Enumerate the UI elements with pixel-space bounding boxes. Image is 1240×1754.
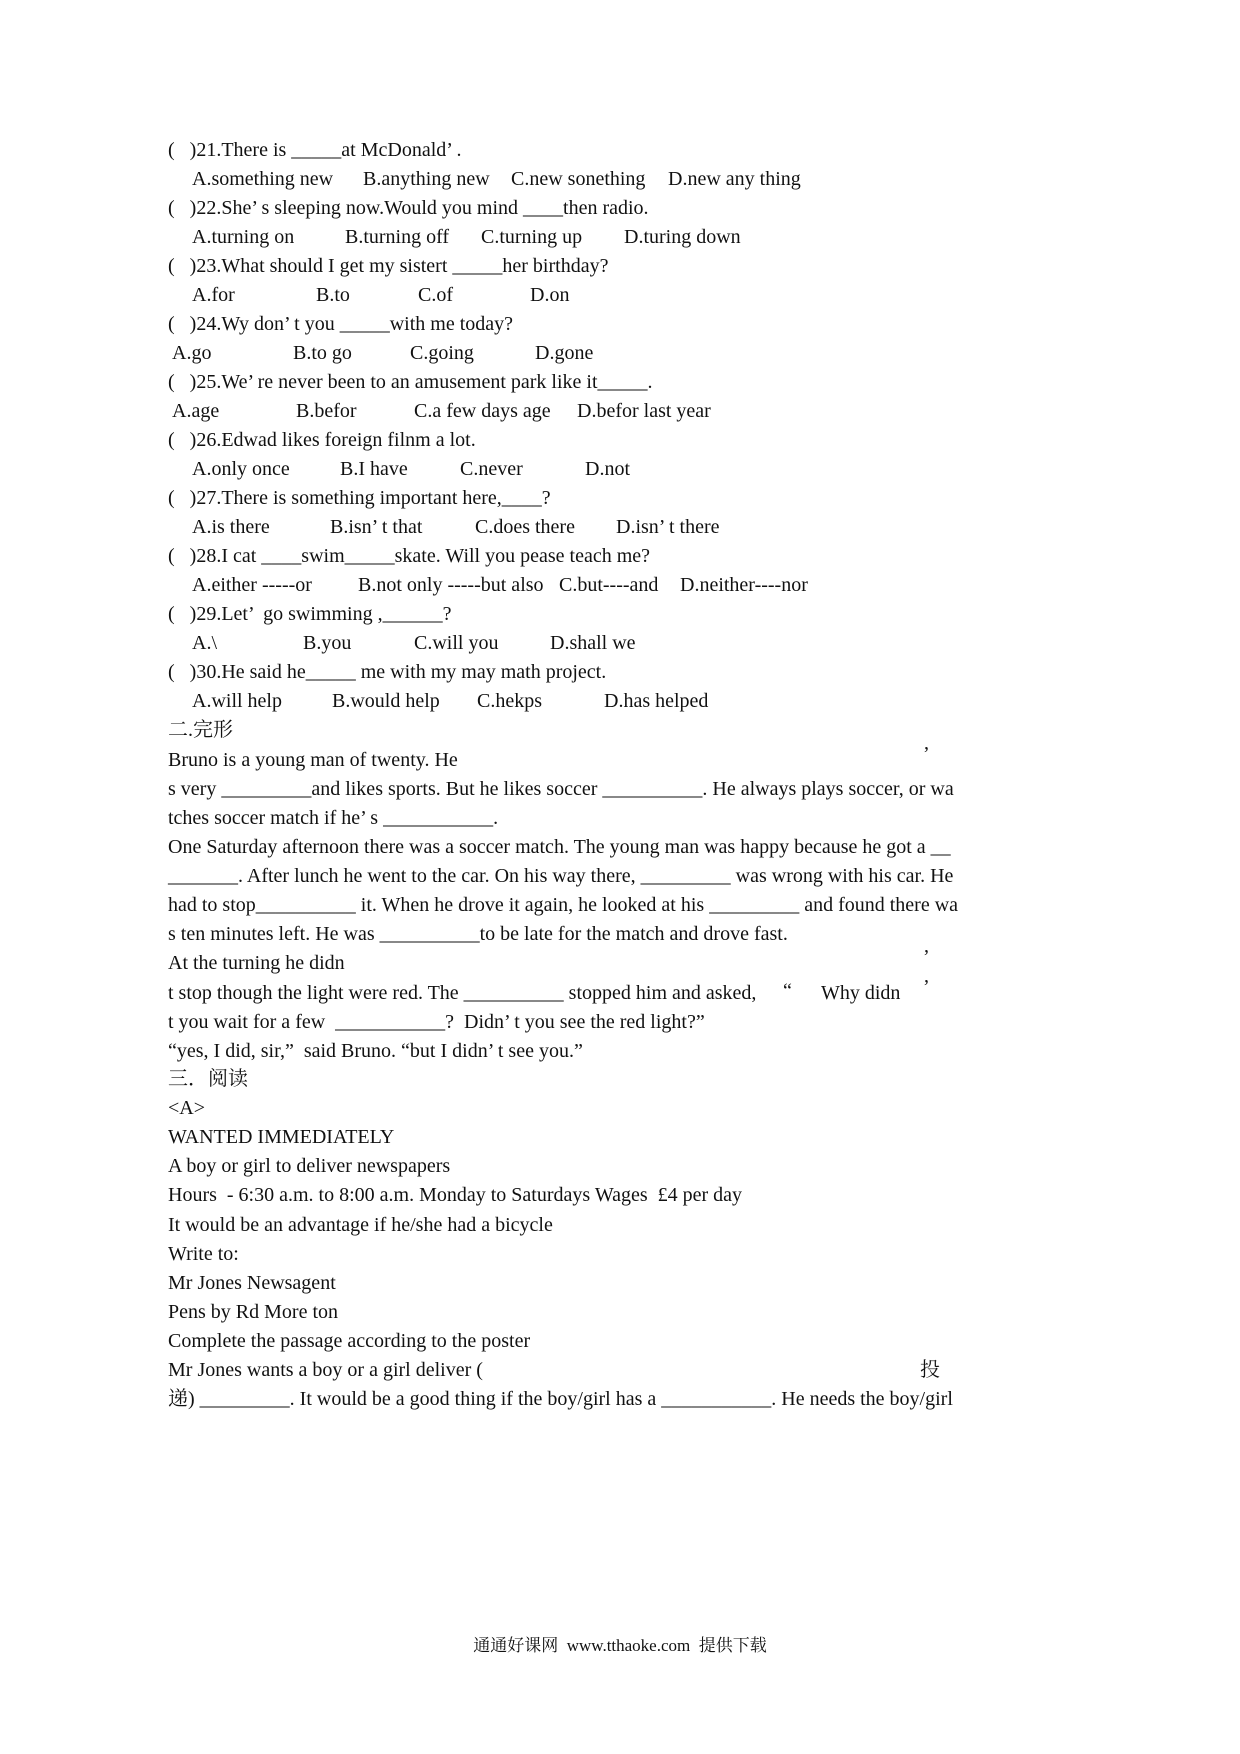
cloze-quote-open: “	[783, 980, 792, 1002]
option-c: C.does there	[475, 516, 575, 538]
reading-tou-char: 投	[920, 1359, 940, 1381]
cloze-apostrophe: ’	[923, 946, 930, 968]
reading-passage-line: 递) _________. It would be a good thing if the boy/girl has a ___________. He needs the boy/girl	[168, 1388, 953, 1410]
option-a: A.will help	[192, 690, 282, 712]
cloze-line: One Saturday afternoon there was a soccer match. The young man was happy because he got a __	[168, 836, 951, 858]
option-a: A.\	[192, 632, 217, 654]
question-22-stem: ( )22.She’ s sleeping now.Would you mind ____then radio.	[168, 197, 649, 219]
poster-line: Pens by Rd More ton	[168, 1301, 338, 1323]
reading-instruction: Complete the passage according to the poster	[168, 1330, 531, 1352]
cloze-line: t you wait for a few ___________? Didn’ t you see the red light?”	[168, 1011, 705, 1033]
poster-line: Mr Jones Newsagent	[168, 1272, 336, 1294]
cloze-line: s very _________and likes sports. But he likes soccer __________. He always plays soccer, or wa	[168, 778, 954, 800]
option-b: B.to	[316, 284, 350, 306]
reading-section-label: <A>	[168, 1097, 206, 1119]
question-24-stem: ( )24.Wy don’ t you _____with me today?	[168, 313, 514, 335]
option-b: B.you	[303, 632, 352, 654]
poster-line: Write to:	[168, 1243, 239, 1265]
option-a: A.go	[172, 342, 212, 364]
question-21-stem: ( )21.There is _____at McDonald’ .	[168, 139, 462, 161]
page-footer: 通通好课网 www.tthaoke.com 提供下载	[473, 1636, 767, 1655]
option-d: D.befor last year	[577, 400, 711, 422]
option-c: C.turning up	[481, 226, 583, 248]
question-27-stem: ( )27.There is something important here,____?	[168, 487, 551, 509]
question-26-stem: ( )26.Edwad likes foreign filnm a lot.	[168, 429, 476, 451]
cloze-line: _______. After lunch he went to the car. On his way there, _________ was wrong with his car. He	[168, 865, 954, 887]
cloze-heading: 二.完形	[168, 719, 233, 741]
cloze-why-didn: Why didn	[821, 982, 901, 1004]
option-b: B.befor	[296, 400, 357, 422]
option-a: A.for	[192, 284, 235, 306]
option-c: C.a few days age	[414, 400, 551, 422]
question-30-stem: ( )30.He said he_____ me with my may math project.	[168, 661, 607, 683]
option-a: A.something new	[192, 168, 334, 190]
option-c: C.but----and	[559, 574, 659, 596]
option-b: B.not only -----but also	[358, 574, 544, 596]
option-b: B.isn’ t that	[330, 516, 423, 538]
reading-passage-line: Mr Jones wants a boy or a girl deliver (	[168, 1359, 483, 1381]
poster-line: Hours - 6:30 a.m. to 8:00 a.m. Monday to Saturdays Wages £4 per day	[168, 1184, 743, 1206]
option-a: A.age	[172, 400, 220, 422]
option-a: A.turning on	[192, 226, 295, 248]
question-25-stem: ( )25.We’ re never been to an amusement park like it_____.	[168, 371, 653, 393]
option-b: B.would help	[332, 690, 440, 712]
option-c: C.going	[410, 342, 474, 364]
option-a: A.either -----or	[192, 574, 312, 596]
cloze-line: Bruno is a young man of twenty. He	[168, 749, 458, 771]
option-d: D.not	[585, 458, 630, 480]
cloze-apostrophe: ’	[923, 743, 930, 765]
option-d: D.isn’ t there	[616, 516, 720, 538]
option-a: A.is there	[192, 516, 270, 538]
cloze-line: “yes, I did, sir,” said Bruno. “but I didn’ t see you.”	[168, 1040, 583, 1062]
option-b: B.anything new	[363, 168, 490, 190]
option-d: D.has helped	[604, 690, 709, 712]
poster-title: WANTED IMMEDIATELY	[168, 1126, 395, 1148]
option-b: B.turning off	[345, 226, 450, 248]
poster-line: A boy or girl to deliver newspapers	[168, 1155, 451, 1177]
question-28-stem: ( )28.I cat ____swim_____skate. Will you pease teach me?	[168, 545, 651, 567]
cloze-line: s ten minutes left. He was __________to be late for the match and drove fast.	[168, 923, 788, 945]
option-c: C.hekps	[477, 690, 542, 712]
option-a: A.only once	[192, 458, 290, 480]
option-c: C.new sonething	[511, 168, 646, 190]
question-23-stem: ( )23.What should I get my sistert _____her birthday?	[168, 255, 609, 277]
question-29-stem: ( )29.Let’ go swimming ,______?	[168, 603, 452, 625]
option-d: D.on	[530, 284, 570, 306]
option-d: D.turing down	[624, 226, 741, 248]
option-b: B.to go	[293, 342, 352, 364]
option-c: C.never	[460, 458, 523, 480]
cloze-line: had to stop__________ it. When he drove it again, he looked at his _________ and found there wa	[168, 894, 959, 916]
poster-line: It would be an advantage if he/she had a bicycle	[168, 1214, 553, 1236]
cloze-line: At the turning he didn	[168, 952, 345, 974]
cloze-apostrophe: ’	[923, 976, 930, 998]
option-d: D.new any thing	[668, 168, 801, 190]
option-d: D.shall we	[550, 632, 636, 654]
option-b: B.I have	[340, 458, 408, 480]
option-d: D.neither----nor	[680, 574, 808, 596]
option-d: D.gone	[535, 342, 594, 364]
option-c: C.of	[418, 284, 453, 306]
option-c: C.will you	[414, 632, 499, 654]
reading-heading: 三．阅读	[168, 1068, 248, 1090]
cloze-line: tches soccer match if he’ s ___________.	[168, 807, 499, 829]
cloze-line: t stop though the light were red. The __________ stopped him and asked,	[168, 982, 757, 1004]
